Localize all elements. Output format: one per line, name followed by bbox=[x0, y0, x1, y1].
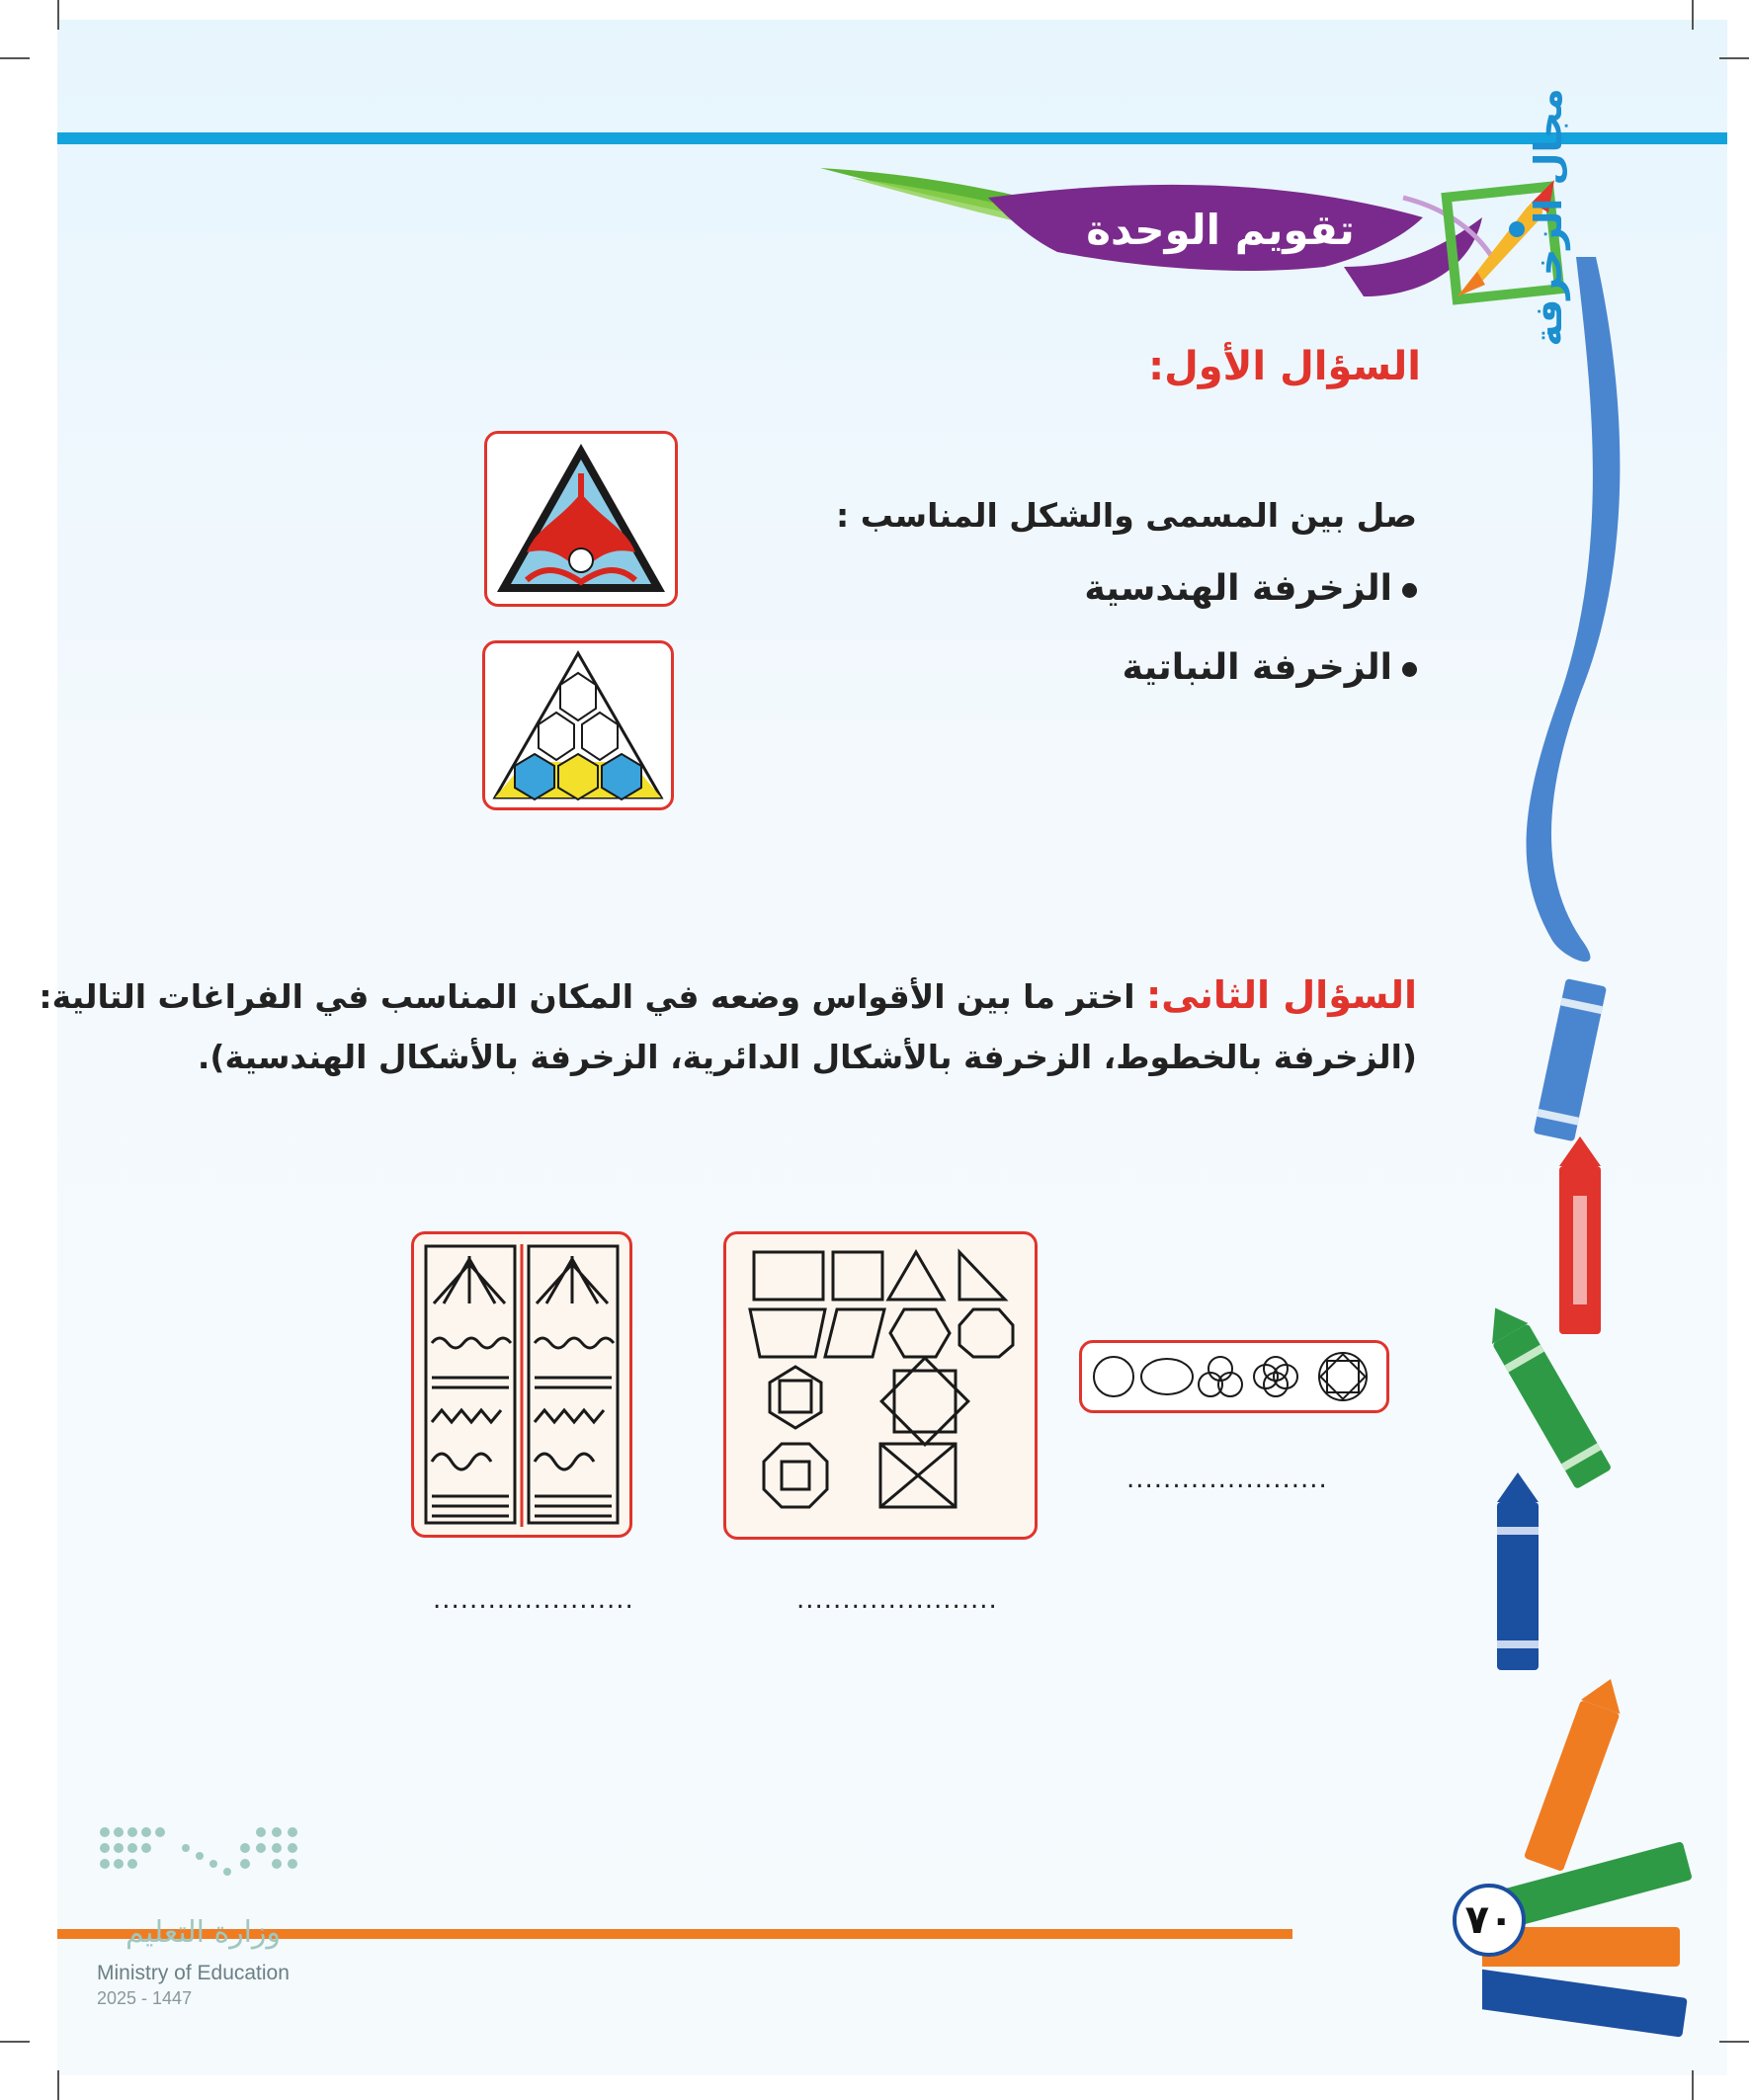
crop-mark bbox=[1719, 57, 1749, 59]
sidebar-vertical-title: مجال الزخرفة bbox=[1527, 88, 1570, 347]
geometric-shapes-icon bbox=[726, 1234, 1035, 1537]
option-floral bbox=[1123, 647, 1417, 688]
ministry-logo-icon bbox=[97, 1824, 314, 1903]
question2-prompt: اختر ما بين الأقواس وضعه في المكان المناسب في الفراغات التالية: bbox=[39, 977, 1135, 1016]
option-label: الزخرفة النباتية bbox=[1122, 647, 1392, 688]
question2-label: السؤال الثانى: bbox=[1146, 973, 1417, 1017]
floral-triangle-icon bbox=[487, 434, 675, 604]
question1-instruction: صل بين المسمى والشكل المناسب : bbox=[836, 496, 1417, 535]
line-patterns-icon bbox=[414, 1234, 629, 1535]
crop-mark bbox=[1692, 0, 1694, 30]
question2-line bbox=[39, 973, 1417, 1017]
page-number: ٧٠ bbox=[1453, 1884, 1526, 1957]
banner-title: تقويم الوحدة bbox=[1086, 206, 1355, 254]
ministry-name-arabic: وزارة التعليم bbox=[125, 1915, 281, 1950]
crop-mark bbox=[57, 0, 59, 30]
geometric-shapes-image[interactable] bbox=[723, 1231, 1038, 1540]
circles-icon bbox=[1082, 1343, 1386, 1410]
answer-blank-lines[interactable]: ...................... bbox=[433, 1585, 634, 1615]
question1-title: السؤال الأول: bbox=[1148, 344, 1421, 389]
geometric-ornament-image[interactable] bbox=[482, 640, 674, 810]
crop-mark bbox=[0, 57, 30, 59]
crop-mark bbox=[57, 2070, 59, 2100]
answer-blank-circles[interactable]: ...................... bbox=[1126, 1465, 1328, 1494]
line-ornament-image[interactable] bbox=[411, 1231, 632, 1538]
ministry-name-english: Ministry of Education bbox=[97, 1962, 290, 1984]
crop-mark bbox=[0, 2041, 30, 2043]
circle-ornament-image[interactable] bbox=[1079, 1340, 1389, 1413]
option-label: الزخرفة الهندسية bbox=[1084, 568, 1392, 609]
option-geometric bbox=[1084, 568, 1417, 609]
bullet-icon bbox=[1402, 583, 1417, 598]
edition-year: 2025 - 1447 bbox=[97, 1988, 193, 2008]
question2-choices: (الزخرفة بالخطوط، الزخرفة بالأشكال الدائرية، الزخرفة بالأشكال الهندسية). bbox=[197, 1038, 1417, 1076]
crop-mark bbox=[1692, 2070, 1694, 2100]
bullet-icon bbox=[1402, 662, 1417, 677]
crayon-decoration bbox=[1482, 247, 1749, 2046]
answer-blank-geometric[interactable]: ...................... bbox=[796, 1585, 998, 1615]
top-accent-bar bbox=[57, 132, 1727, 144]
geometric-triangle-icon bbox=[485, 643, 671, 807]
floral-ornament-image[interactable] bbox=[484, 431, 678, 607]
